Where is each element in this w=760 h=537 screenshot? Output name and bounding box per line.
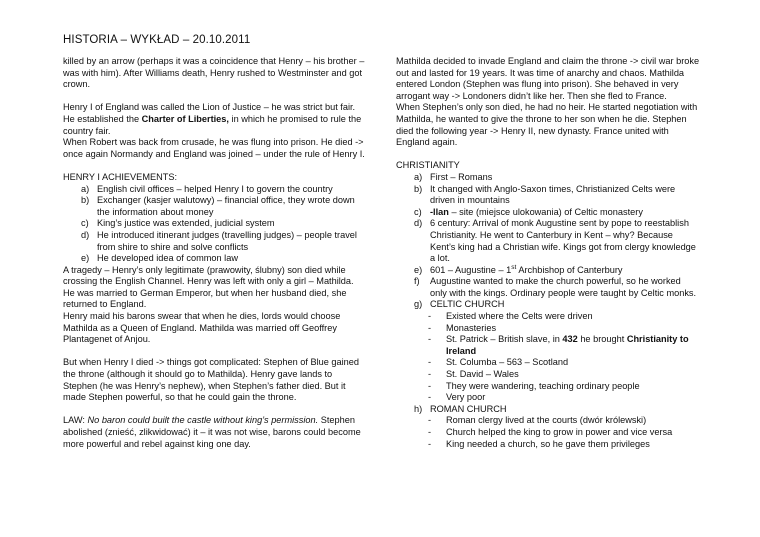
list-item [396,415,700,427]
list-item-text: He developed idea of common law [97,253,238,264]
list-dash: - [428,322,432,333]
list-item [396,427,700,439]
list-marker: b) [414,183,423,194]
list-item-text: It changed with Anglo-Saxon times, Christianized Celts were driven in mountains [430,183,676,206]
christianity-list-continued [396,404,700,416]
list-item-text: ROMAN CHURCH [430,403,507,414]
list-dash: - [428,415,432,426]
list-item-text: Roman clergy lived at the courts (dwór królewski) [446,415,647,426]
paragraph-robert-prison: When Robert was back from crusade, he was flung into prison. He died -> once again Normandy and England was joined – under the rule of Henry I. [63,137,365,159]
bold-term-ireland: Christianity to Ireland [446,334,689,356]
page-header: HISTORIA – WYKŁAD – 20.10.2011 [63,34,251,46]
list-item-text: They were wandering, teaching ordinary people [446,380,640,391]
list-item [396,218,700,264]
list-dash: - [428,392,432,403]
list-marker: e) [414,264,423,275]
christianity-list [396,172,700,311]
list-marker: c) [81,218,89,229]
achievements-list [63,184,367,265]
list-item [396,392,700,404]
paragraph-william-death: killed by an arrow (perhaps it was a coincidence that Henry – his brother – was with him). After Williams death, Henry rushed to Westminster and got crown. [63,56,365,90]
list-item-text: CELTIC CHURCH [430,299,505,310]
paragraph-stephen-heir: When Stephen’s only son died, he had no heir. He started negotiation with Mathilda, he wanted to give the throne to her son when he die. Stephen died the following year -> Henry II, new dynasty. France united with England again. [396,102,698,148]
paragraph-barons-swear: Henry maid his barons swear that when he dies, lords would choose Mathilda as a Queen of England. Mathilda was married off Geoffrey Plantagenet of Anjou. [63,311,341,345]
celtic-church-list [396,311,700,404]
list-marker: b) [81,195,90,206]
paragraph-lion-of-justice [63,102,367,137]
list-item [396,311,700,323]
list-item-text: English civil offices – helped Henry I to govern the country [97,183,333,194]
list-dash: - [428,438,432,449]
list-item [396,357,700,369]
list-item [63,218,367,230]
list-item-text: – site (miejsce ulokowania) of Celtic monastery [448,206,643,217]
text-span: 601 – Augustine – 1 [430,264,512,275]
list-item-text: Existed where the Celts were driven [446,311,593,322]
list-dash: - [428,311,432,322]
text-span: he brought [577,334,627,345]
law-italic: No baron could built the castle without king’s permission. [87,415,319,426]
list-item-text: King needed a church, so he gave them privileges [446,438,650,449]
list-item [396,265,700,277]
achievements-heading: HENRY I ACHIEVEMENTS: [63,171,178,182]
list-item-text: First – Romans [430,171,493,182]
list-item [63,184,367,196]
text-span: Stephen abolished (znieść, zlikwidować) it – it was not wise, barons could become more powerful and rebel against king one day. [63,415,361,449]
list-item [396,404,700,416]
text-span: St. Patrick – British slave, in [446,334,563,345]
list-marker: h) [414,403,423,414]
bold-term-charter: Charter of Liberties, [141,113,229,124]
list-item-text: King’s justice was extended, judicial system [97,218,275,229]
list-item [396,207,700,219]
list-marker: f) [414,276,420,287]
list-item [396,184,700,207]
list-dash: - [428,334,432,345]
list-item-text: Church helped the king to grow in power and vice versa [446,427,673,437]
text-span: in which he promised to rule the country fair. [63,113,362,136]
list-item [396,334,700,357]
list-item-text: He introduced itinerant judges (travelling judges) – people travel from shire to shire and solve conflicts [97,229,357,252]
paragraph-stephen-throne: But when Henry I died -> things got complicated: Stephen of Blue gained the throne (although it should go to Mathilda). Henry gave lands to Stephen (he was Henry’s nephew), when Stephen’s father died. But it made Stephen powerful, so that he could gain the throne. [63,357,359,403]
right-column [396,56,700,450]
text-span: Archbishop of Canterbury [516,264,623,275]
list-marker: a) [414,171,423,182]
list-item [396,323,700,335]
list-marker: d) [414,218,423,229]
paragraph-law [63,415,367,450]
list-item-text: Augustine wanted to make the church powerful, so he worked only with the kings. Ordinary people were taught by Celtic monks. [430,276,697,298]
list-item-text: Very poor [446,392,486,403]
list-item [396,381,700,393]
christianity-heading: CHRISTIANITY [396,160,460,171]
left-column [63,56,367,450]
list-item-text: St. David – Wales [446,369,519,380]
list-dash: - [428,380,432,391]
list-item-text: Exchanger (kasjer walutowy) – financial office, they wrote down the information about money [97,195,355,217]
list-marker: d) [81,229,90,240]
list-marker: g) [414,299,423,310]
list-item-text: St. Columba – 563 – Scotland [446,357,569,368]
superscript: st [511,263,517,271]
list-item [63,230,367,253]
bold-year: 432 [562,334,578,345]
list-marker: a) [81,183,90,194]
paragraph-mathilda-invade: Mathilda decided to invade England and claim the throne -> civil war broke out and lasted for 19 years. It was time of anarchy and chaos. Mathilda entered London (Stephen was flung into prison). She behaved in very arrogant way -> Londoners didn’t like her. Then she fled to France. [396,56,700,101]
list-marker: c) [414,206,422,217]
list-item [396,369,700,381]
list-dash: - [428,427,432,437]
list-dash: - [428,357,432,368]
bold-term-llan: -llan [430,206,449,217]
list-item-text: 6 century: Arrival of monk Augustine sent by pope to reestablish Christianity. He went to Canterbury in Kent – why? Because Kent’s king had a Christian wife. Kings got from clergy knowledge a lot. [430,218,696,264]
text-span: Henry I of England was called the Lion of Justice – he was strict but fair. He established the [63,102,356,124]
list-item [396,439,700,451]
paragraph-tragedy: A tragedy – Henry’s only legitimate (prawowity, ślubny) son died while crossing the English Channel. Henry was left with only a girl – Mathilda. He was married to German Emperor, but when her husband died, she returned to England. [63,264,354,310]
list-item [63,195,367,218]
roman-church-list [396,415,700,450]
list-dash: - [428,369,432,380]
list-marker: e) [81,253,90,264]
list-item [396,299,700,311]
list-item [396,276,700,299]
list-item [63,253,367,265]
law-label: LAW: [63,415,88,426]
list-item [396,172,700,184]
list-item-text: Monasteries [446,322,497,333]
